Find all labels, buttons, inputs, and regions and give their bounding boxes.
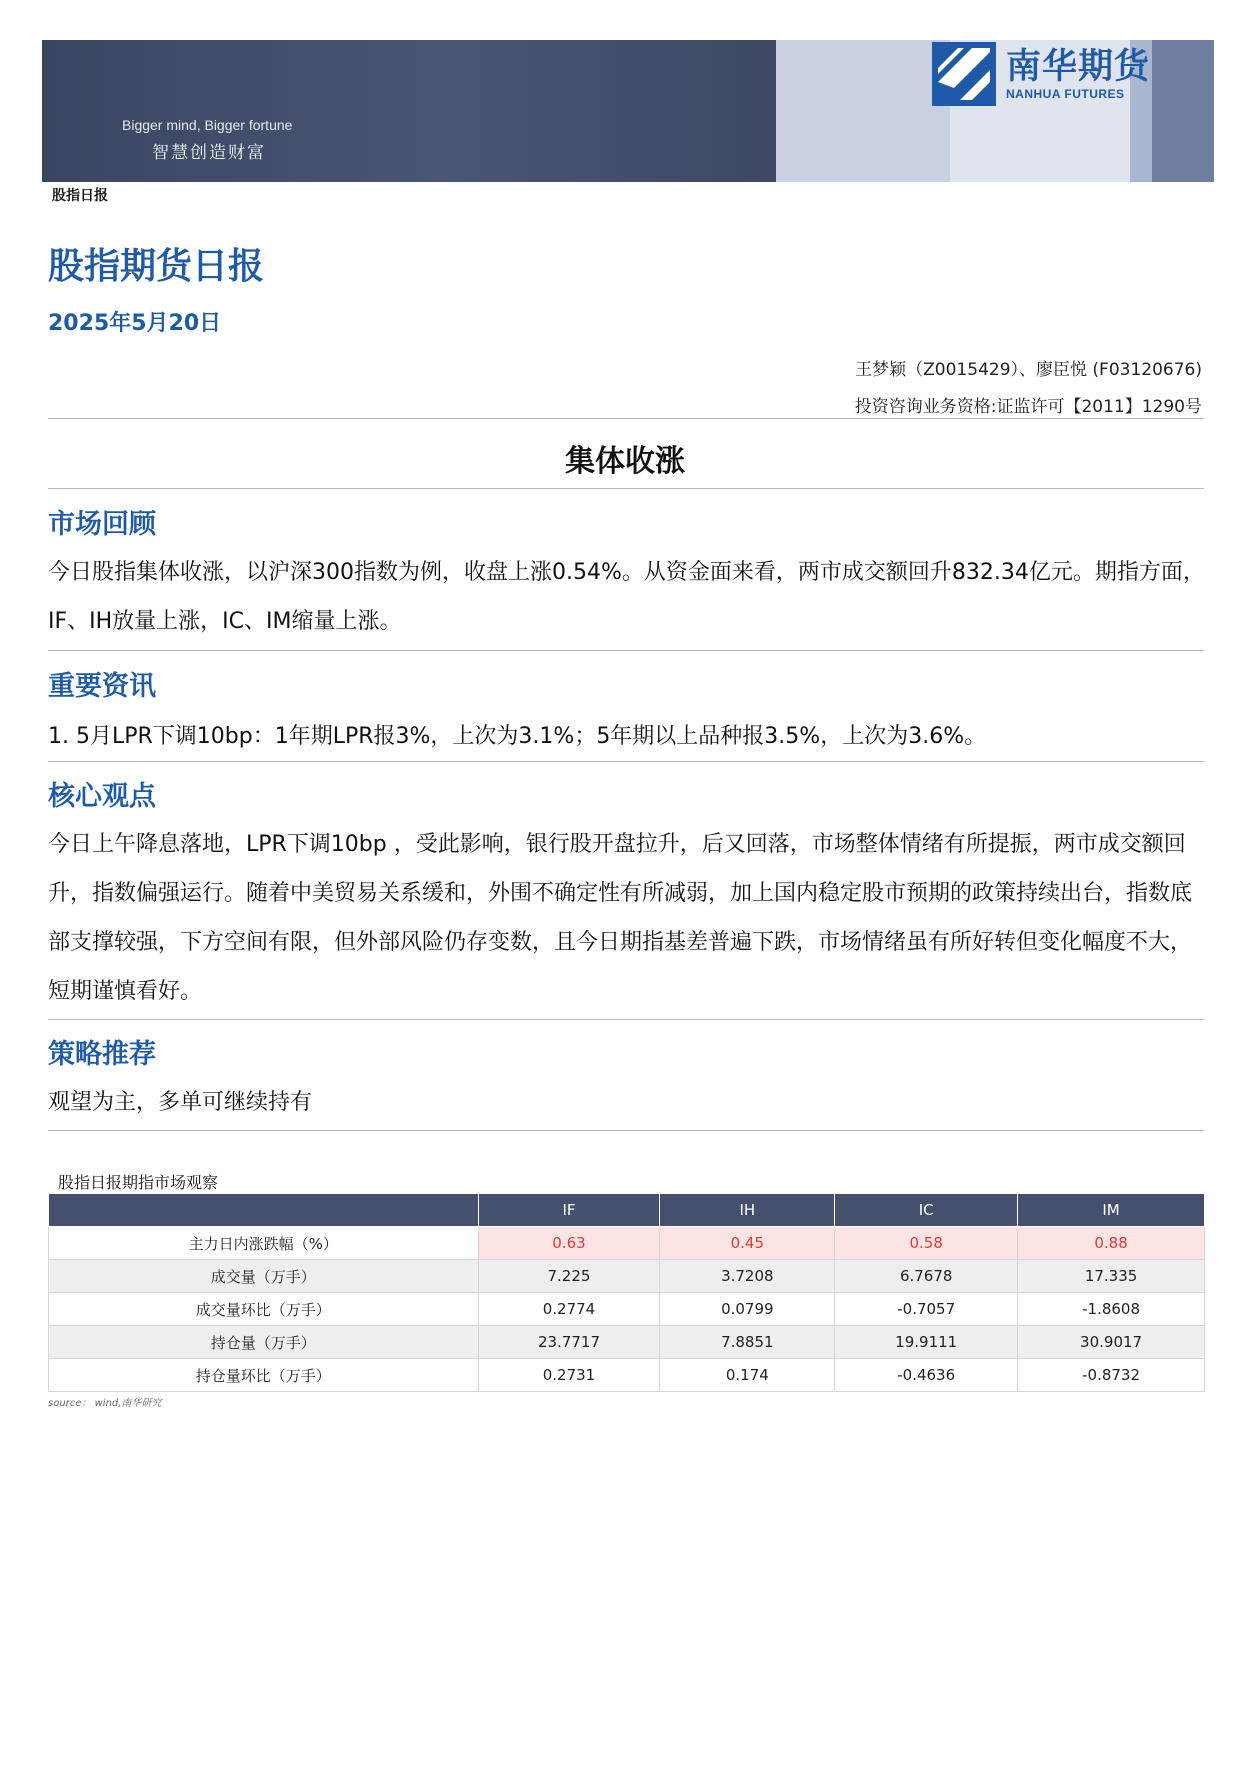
table-header-cell: IC — [835, 1194, 1018, 1227]
company-logo — [932, 42, 1150, 106]
divider — [48, 1130, 1204, 1131]
report-date: 2025年5月20日 — [48, 311, 222, 336]
table-cell: 0.88 — [1018, 1227, 1205, 1260]
table-cell: 0.174 — [660, 1359, 835, 1392]
table-header-cell: IH — [660, 1194, 835, 1227]
banner-stripe — [1152, 40, 1214, 182]
table-row — [49, 1227, 1205, 1260]
banner-tagline-en: Bigger mind, Bigger fortune — [122, 117, 293, 133]
banner-slogan-panel — [42, 40, 776, 182]
section-body-news: 1. 5月LPR下调10bp：1年期LPR报3%，上次为3.1%；5年期以上品种报3.5%，上次为3.6%。 — [48, 724, 987, 749]
table-cell: -0.4636 — [835, 1359, 1018, 1392]
divider — [48, 418, 1204, 419]
section-heading-strategy: 策略推荐 — [48, 1039, 156, 1070]
table-cell: -0.7057 — [835, 1293, 1018, 1326]
row-label: 持仓量环比（万手） — [49, 1359, 479, 1392]
doc-type-label: 股指日报 — [52, 188, 108, 204]
table-cell: 19.9111 — [835, 1326, 1018, 1359]
divider — [48, 650, 1204, 651]
banner-stripe — [776, 40, 950, 182]
table-caption: 股指日报期指市场观察 — [58, 1173, 219, 1192]
table-cell: 0.0799 — [660, 1293, 835, 1326]
section-body-review: 今日股指集体收涨，以沪深300指数为例，收盘上涨0.54%。从资金面来看，两市成交额回升832.34亿元。期指方面，IF、IH放量上涨，IC、IM缩量上涨。 — [48, 560, 1205, 634]
table-row — [49, 1260, 1205, 1293]
table-cell: 0.45 — [660, 1227, 835, 1260]
row-label: 持仓量（万手） — [49, 1326, 479, 1359]
divider — [48, 1019, 1204, 1020]
section-body-view: 今日上午降息落地，LPR下调10bp ，受此影响，银行股开盘拉升，后又回落，市场整体情绪有所提振，两市成交额回升，指数偏强运行。随着中美贸易关系缓和，外围不确定性有所减弱，加上国内稳定股市预期的政策持续出台，指数底部支撑较强，下方空间有限，但外部风险仍存变数，且今日期指基差普遍下跌，市场情绪虽有所好转但变化幅度不大，短期谨慎看好。 — [48, 832, 1193, 1004]
table-cell: 6.7678 — [835, 1260, 1018, 1293]
logo-name-en: NANHUA FUTURES — [1006, 87, 1125, 101]
section-heading-view: 核心观点 — [48, 781, 156, 812]
market-observation-table — [48, 1193, 1205, 1392]
table-row — [49, 1326, 1205, 1359]
banner-tagline-zh: 智慧创造财富 — [152, 143, 266, 163]
table-cell: 3.7208 — [660, 1260, 835, 1293]
section-heading-news: 重要资讯 — [48, 671, 156, 702]
table-cell: 0.63 — [478, 1227, 660, 1260]
divider — [48, 488, 1204, 489]
table-row — [49, 1293, 1205, 1326]
section-body-strategy: 观望为主，多单可继续持有 — [48, 1090, 313, 1115]
table-row — [49, 1359, 1205, 1392]
authors: 王梦颖（Z0015429）、廖臣悦 (F03120676) — [855, 360, 1202, 380]
table-cell: 0.2731 — [478, 1359, 660, 1392]
table-header-row — [49, 1194, 1205, 1227]
table-header-cell: IF — [478, 1194, 660, 1227]
qualification: 投资咨询业务资格:证监许可【2011】1290号 — [854, 397, 1202, 417]
table-cell: -0.8732 — [1018, 1359, 1205, 1392]
table-cell: -1.8608 — [1018, 1293, 1205, 1326]
nanhua-logo-icon — [932, 42, 996, 106]
table-header-cell: IM — [1018, 1194, 1205, 1227]
table-cell: 0.2774 — [478, 1293, 660, 1326]
divider — [48, 761, 1204, 762]
table-cell: 17.335 — [1018, 1260, 1205, 1293]
headline: 集体收涨 — [565, 444, 685, 479]
row-label: 成交量环比（万手） — [49, 1293, 479, 1326]
table-header-cell — [49, 1194, 479, 1227]
table-cell: 0.58 — [835, 1227, 1018, 1260]
table-cell: 30.9017 — [1018, 1326, 1205, 1359]
logo-name-zh: 南华期货 — [1006, 47, 1151, 87]
table-cell: 7.8851 — [660, 1326, 835, 1359]
table-cell: 7.225 — [478, 1260, 660, 1293]
section-heading-review: 市场回顾 — [48, 509, 156, 540]
row-label: 主力日内涨跌幅（%） — [49, 1227, 479, 1260]
row-label: 成交量（万手） — [49, 1260, 479, 1293]
source-note: source： wind,南华研究 — [48, 1398, 162, 1409]
report-title: 股指期货日报 — [48, 246, 265, 287]
table-cell: 23.7717 — [478, 1326, 660, 1359]
